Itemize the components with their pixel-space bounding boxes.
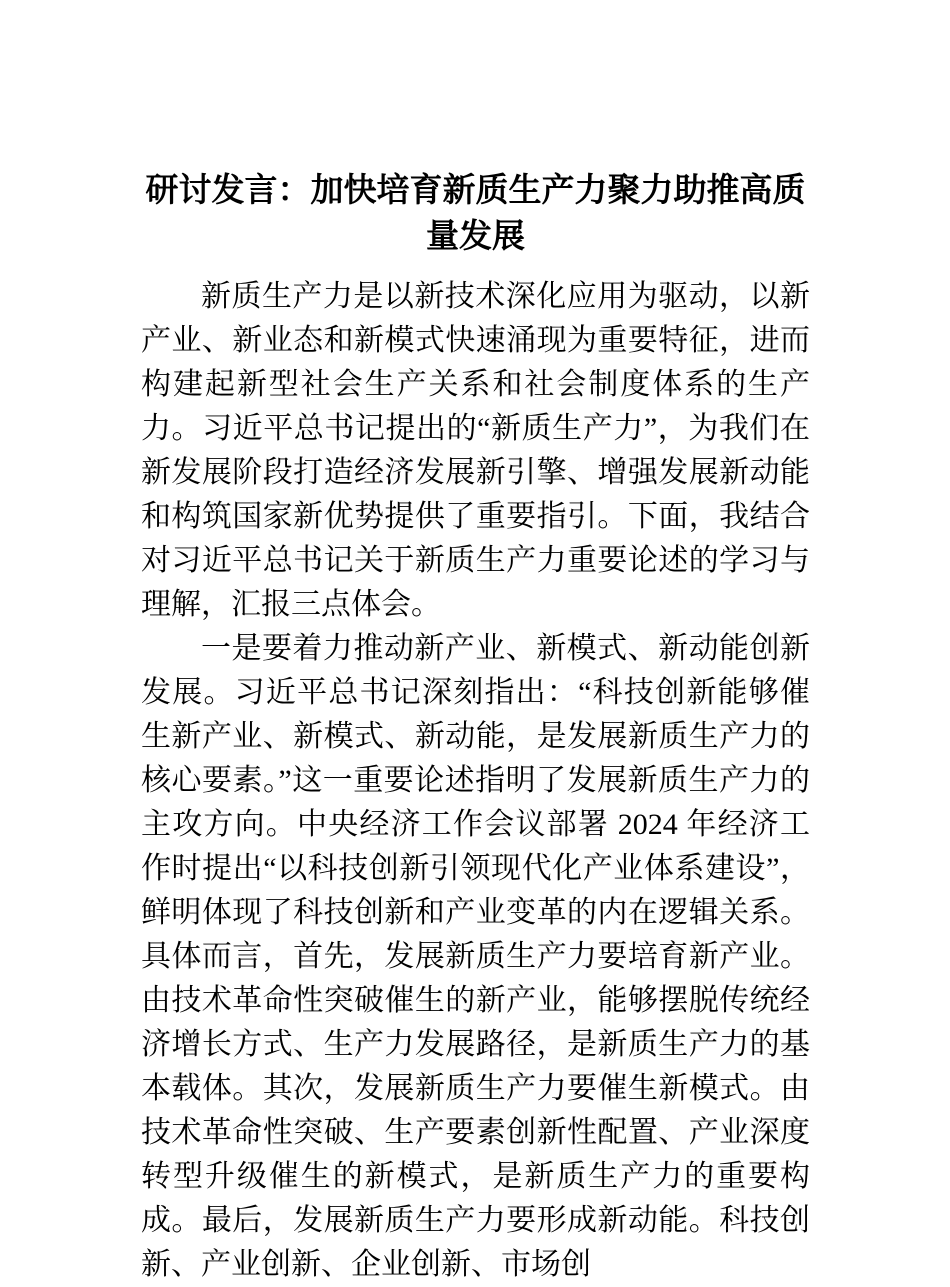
paragraph-intro: 新质生产力是以新技术深化应用为驱动，以新产业、新业态和新模式快速涌现为重要特征，进而构建起新型社会生产关系和社会制度体系的生产力。习近平总书记提出的“新质生产力”，为我们在新发展阶段打造经济发展新引擎、增强发展新动能和构筑国家新优势提供了重要指引。下面，我结合对习近平总书记关于新质生产力重要论述的学习与理解，汇报三点体会。 <box>141 280 810 621</box>
document-content <box>141 167 810 1287</box>
document-title: 研讨发言：加快培育新质生产力聚力助推高质量发展 <box>145 171 806 254</box>
paragraph-point-one: 一是要着力推动新产业、新模式、新动能创新发展。习近平总书记深刻指出：“科技创新能够催生新产业、新模式、新动能，是发展新质生产力的核心要素。”这一重要论述指明了发展新质生产力的主攻方向。中央经济工作会议部署 2024 年经济工作时提出“以科技创新引领现代化产业体系建设”，鲜明体现了科技创新和产业变革的内在逻辑关系。具体而言，首先，发展新质生产力要培育新产业。由技术革命性突破催生的新产业，能够摆脱传统经济增长方式、生产力发展路径，是新质生产力的基本载体。其次，发展新质生产力要催生新模式。由技术革命性突破、生产要素创新性配置、产业深度转型升级催生的新模式，是新质生产力的重要构成。最后，发展新质生产力要形成新动能。科技创新、产业创新、企业创新、市场创 <box>141 632 810 1281</box>
